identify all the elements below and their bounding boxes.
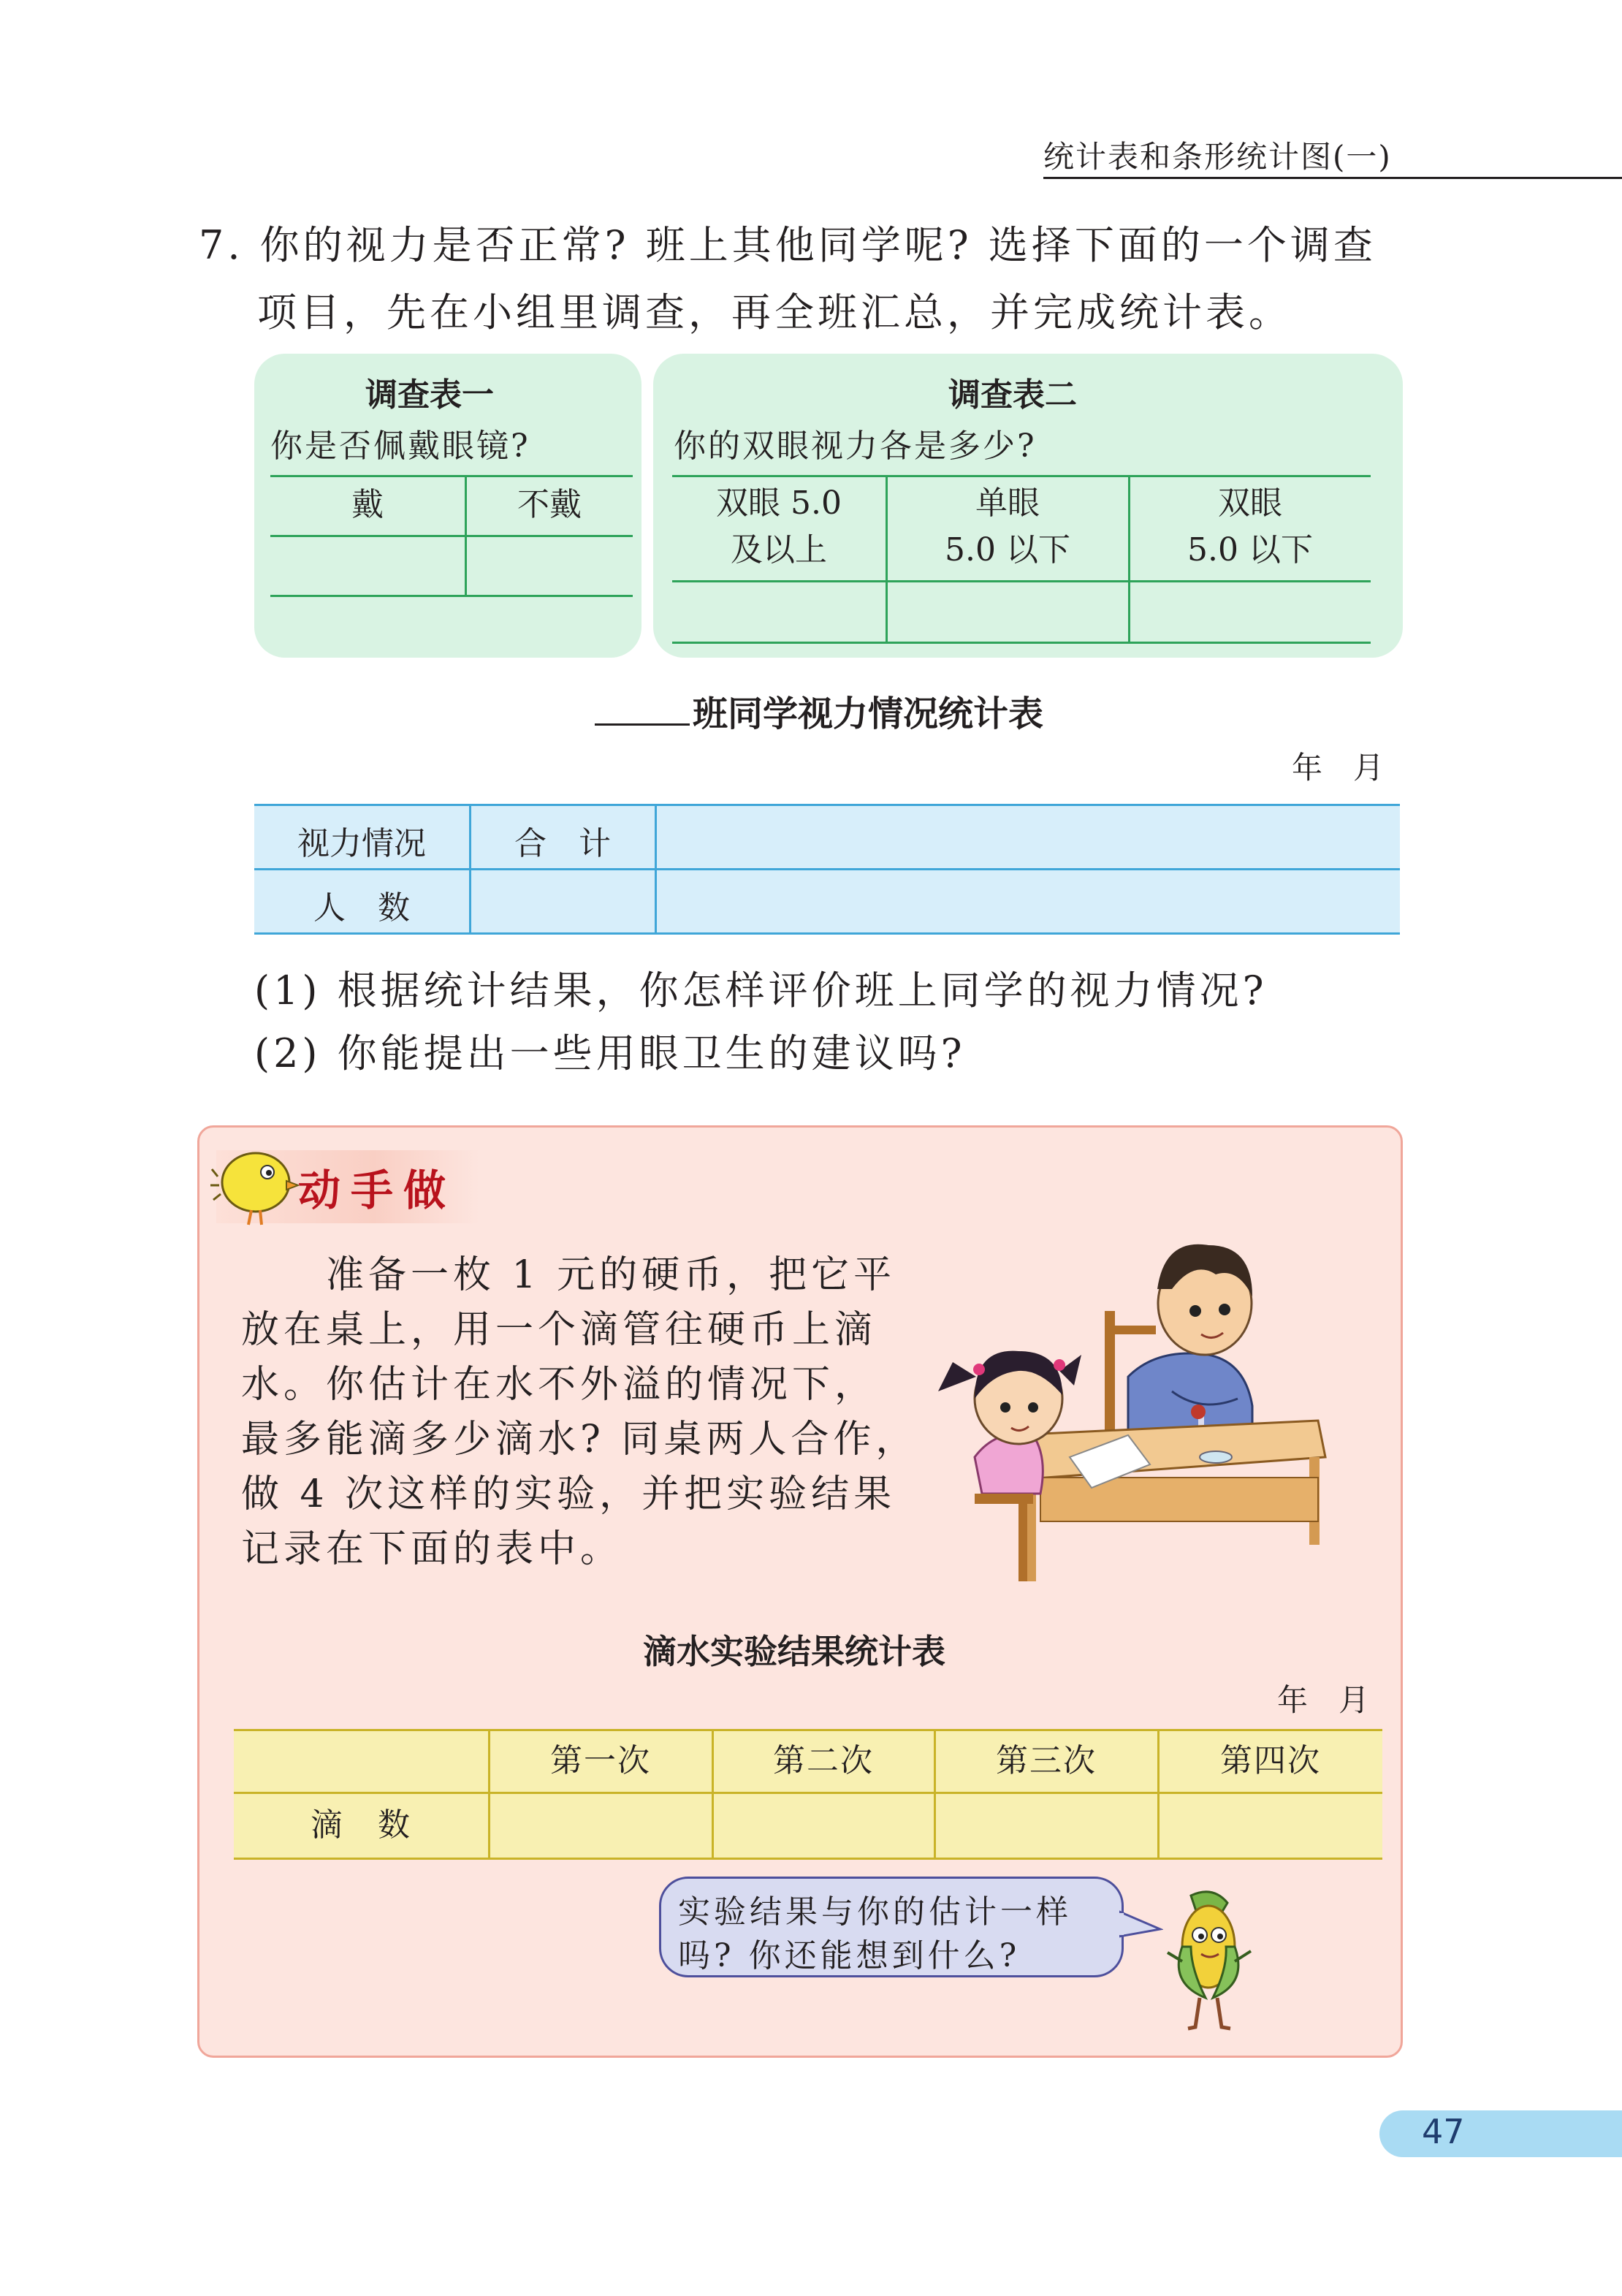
survey-2-line-mid xyxy=(672,580,1371,582)
drip-table-header-1: 第一次 xyxy=(550,1742,651,1779)
bubble-line-1: 实验结果与你的估计一样 xyxy=(678,1893,1072,1931)
survey-2-header-2-line-2: 5.0 以下 xyxy=(945,531,1070,569)
vision-table-line-mid xyxy=(254,868,1400,870)
speech-bubble-tail xyxy=(1119,1907,1163,1944)
corn-mascot-icon xyxy=(1162,1888,1257,2034)
children-experiment-illustration xyxy=(909,1216,1333,1589)
survey-2-header-1-line-2: 及以上 xyxy=(731,531,827,569)
header-rule xyxy=(1043,177,1622,179)
drip-table-header-3: 第三次 xyxy=(996,1742,1097,1779)
activity-line-4: 最多能滴多少滴水? 同桌两人合作， xyxy=(241,1418,918,1461)
drip-table-header-2: 第二次 xyxy=(773,1742,874,1779)
activity-title: 动手做 xyxy=(298,1166,457,1215)
drip-table-header-4: 第四次 xyxy=(1220,1742,1321,1779)
drip-table-line-mid xyxy=(234,1792,1382,1794)
survey-2-header-3-line-1: 双眼 xyxy=(1218,484,1282,522)
survey-2-question: 你的双眼视力各是多少? xyxy=(674,427,1037,465)
chick-mascot-icon xyxy=(210,1140,301,1228)
survey-1-header-not-wear: 不戴 xyxy=(517,486,582,523)
survey-1-title: 调查表一 xyxy=(365,376,494,414)
survey-1-line-top xyxy=(270,475,633,477)
activity-line-5: 做 4 次这样的实验，并把实验结果 xyxy=(241,1472,896,1516)
page-number: 47 xyxy=(1422,2112,1465,2151)
sub-question-2: (2) 你能提出一些用眼卫生的建议吗? xyxy=(254,1030,966,1076)
bubble-line-2: 吗? 你还能想到什么? xyxy=(678,1937,1021,1974)
survey-2-header-3-line-2: 5.0 以下 xyxy=(1187,531,1313,569)
page-number-tab xyxy=(1379,2110,1622,2157)
vision-table-row-1-label: 视力情况 xyxy=(297,825,426,862)
vision-table-total-header: 合 计 xyxy=(514,825,611,862)
vision-table-divider-2 xyxy=(655,804,657,934)
vision-table-date: 年 月 xyxy=(1292,750,1385,786)
survey-1-question: 你是否佩戴眼镜? xyxy=(270,427,530,465)
vision-table-title: 班同学视力情况统计表 xyxy=(693,693,1044,734)
drip-table-line-bottom xyxy=(234,1858,1382,1860)
survey-1-line-bottom xyxy=(270,595,633,597)
class-name-blank xyxy=(595,723,690,726)
activity-line-6: 记录在下面的表中。 xyxy=(241,1527,623,1571)
vision-table-row-2-label: 人 数 xyxy=(313,889,410,927)
survey-1-line-mid xyxy=(270,535,633,537)
sub-question-1: (1) 根据统计结果，你怎样评价班上同学的视力情况? xyxy=(254,968,1268,1014)
survey-1-header-wear: 戴 xyxy=(351,486,384,523)
problem-7-line-1: 7. 你的视力是否正常? 班上其他同学呢? 选择下面的一个调查 xyxy=(199,222,1377,268)
drip-table-date: 年 月 xyxy=(1277,1682,1370,1718)
survey-2-header-2-line-1: 单眼 xyxy=(975,484,1040,522)
drip-table-row-label: 滴 数 xyxy=(311,1806,411,1844)
activity-line-2: 放在桌上，用一个滴管往硬币上滴 xyxy=(241,1308,877,1352)
running-header: 统计表和条形统计图(一) xyxy=(1043,139,1392,175)
activity-line-3: 水。你估计在水不外溢的情况下， xyxy=(241,1363,877,1407)
survey-2-title: 调查表二 xyxy=(948,376,1077,414)
problem-7-line-2: 项目，先在小组里调查，再全班汇总，并完成统计表。 xyxy=(257,289,1292,335)
activity-line-1: 准备一枚 1 元的硬币，把它平 xyxy=(326,1253,896,1297)
drip-table-title: 滴水实验结果统计表 xyxy=(643,1632,945,1671)
survey-2-line-top xyxy=(672,475,1371,477)
vision-table-line-top xyxy=(254,804,1400,806)
survey-2-line-bottom xyxy=(672,642,1371,644)
vision-table-line-bottom xyxy=(254,932,1400,935)
survey-2-header-1-line-1: 双眼 5.0 xyxy=(716,484,842,522)
